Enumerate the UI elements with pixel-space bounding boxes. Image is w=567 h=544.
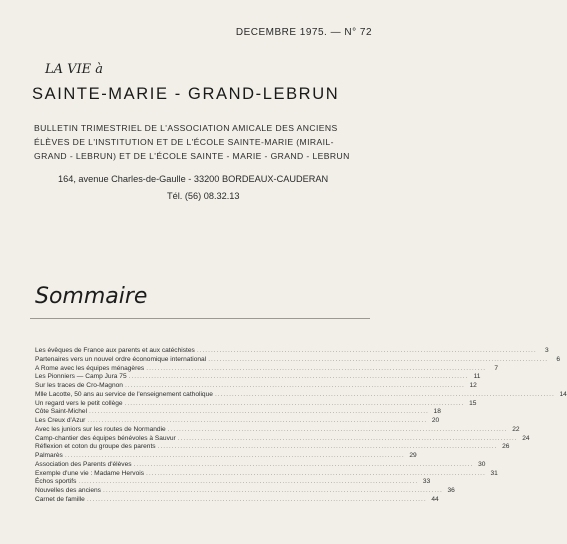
toc-leader-dots xyxy=(146,365,486,374)
toc-entry-page: 33 xyxy=(422,478,431,486)
toc-entry xyxy=(35,408,441,417)
toc-leader-dots xyxy=(158,443,498,452)
toc-entry-title: Mlle Lacotte, 50 ans au service de l'enseignement catholique xyxy=(35,390,213,398)
toc-leader-dots xyxy=(87,496,427,505)
toc-leader-dots xyxy=(197,347,537,356)
toc-leader-dots xyxy=(178,435,518,444)
toc-leader-dots xyxy=(125,382,465,391)
toc-entry xyxy=(35,417,440,426)
toc-entry xyxy=(35,364,499,374)
toc-entry-title: Camp-chantier des équipes bénévoles à Sauvur xyxy=(35,434,176,442)
masthead-la-vie: LA VIE à xyxy=(45,62,104,77)
toc-leader-dots xyxy=(87,417,427,426)
toc-entry xyxy=(35,425,520,435)
toc-leader-dots xyxy=(168,426,508,435)
toc-entry-page: 20 xyxy=(431,417,440,424)
toc-entry-page: 26 xyxy=(502,443,510,451)
masthead-title: SAINTE-MARIE - GRAND-LEBRUN xyxy=(32,85,340,103)
toc-entry xyxy=(35,355,561,365)
toc-entry-page: 44 xyxy=(431,495,439,503)
toc-leader-dots xyxy=(65,452,405,461)
toc-entry-title: Nouvelles des anciens xyxy=(35,487,101,494)
toc-entry-title: Côte Saint-Michel xyxy=(35,408,88,416)
toc-leader-dots xyxy=(78,478,418,487)
table-of-contents xyxy=(35,347,567,505)
sommaire-heading: Sommaire xyxy=(35,284,148,309)
phone-number: Tél. (56) 08.32.13 xyxy=(167,191,240,201)
toc-entry-page: 31 xyxy=(490,469,498,477)
toc-entry-title: Exemple d'une vie : Madame Hervois xyxy=(35,469,145,477)
toc-leader-dots xyxy=(215,391,555,400)
toc-entry xyxy=(35,347,549,356)
issue-date-number: DECEMBRE 1975. — N° 72 xyxy=(235,27,372,38)
toc-entry-page: 3 xyxy=(544,347,549,354)
toc-entry-title: Un regard vers le petit collège xyxy=(35,399,123,407)
description-line: ÉLÈVES DE L'INSTITUTION ET DE L'ÉCOLE SAINTE-MARIE (MIRAIL- xyxy=(34,137,334,147)
toc-leader-dots xyxy=(129,373,469,382)
toc-leader-dots xyxy=(146,470,486,479)
toc-entry-page: 29 xyxy=(409,452,417,459)
toc-entry-title: Les Creux d'Azur xyxy=(35,417,86,424)
toc-leader-dots xyxy=(103,487,443,496)
postal-address: 164, avenue Charles-de-Gaulle - 33200 BORDEAUX-CAUDERAN xyxy=(58,174,329,184)
toc-entry xyxy=(35,373,481,382)
toc-entry-page: 15 xyxy=(469,399,477,407)
heading-divider xyxy=(30,318,370,319)
toc-entry-page: 22 xyxy=(512,425,520,433)
toc-entry-title: Association des Parents d'élèves xyxy=(35,460,132,468)
toc-entry xyxy=(35,399,477,409)
toc-entry-page: 7 xyxy=(494,364,499,372)
toc-entry xyxy=(35,469,498,479)
toc-leader-dots xyxy=(89,408,429,417)
toc-entry-title: Partenaires vers un nouvel ordre économique international xyxy=(35,355,207,363)
toc-entry xyxy=(35,495,439,505)
toc-entry xyxy=(35,390,567,400)
toc-entry-title: Sur les traces de Cro-Magnon xyxy=(35,382,123,389)
toc-entry-title: Palmarès xyxy=(35,452,63,459)
description-line: GRAND - LEBRUN) ET DE L'ÉCOLE SAINTE - MARIE - GRAND - LEBRUN xyxy=(34,151,350,161)
toc-entry xyxy=(35,452,417,461)
toc-entry-title: Échos sportifs xyxy=(35,478,77,486)
toc-entry-page: 6 xyxy=(556,355,561,363)
bulletin-description xyxy=(34,121,374,163)
toc-leader-dots xyxy=(134,461,474,470)
toc-entry xyxy=(35,460,486,470)
description-line: BULLETIN TRIMESTRIEL DE L'ASSOCIATION AMICALE DES ANCIENS xyxy=(34,123,338,133)
toc-entry-page: 18 xyxy=(433,408,441,416)
toc-entry-title: A Rome avec les équipes ménagères xyxy=(35,364,145,372)
toc-entry-page: 24 xyxy=(522,434,530,442)
toc-entry-page: 12 xyxy=(469,382,477,389)
toc-entry xyxy=(35,434,530,444)
toc-entry-page: 30 xyxy=(478,460,486,468)
toc-entry-page: 14 xyxy=(559,390,567,398)
toc-entry-page: 11 xyxy=(473,373,481,381)
toc-entry xyxy=(35,478,431,487)
toc-entry-title: Carnet de famille xyxy=(35,495,85,503)
toc-entry-title: Avec les juniors sur les routes de Normandie xyxy=(35,425,166,433)
toc-entry-title: Les évêques de France aux parents et aux catéchistes xyxy=(35,347,195,354)
toc-leader-dots xyxy=(125,400,465,409)
toc-entry xyxy=(35,382,477,391)
toc-entry xyxy=(35,443,510,452)
toc-entry-title: Les Pionniers — Camp Jura 75 xyxy=(35,373,127,381)
toc-leader-dots xyxy=(208,356,548,365)
toc-entry xyxy=(35,487,455,496)
toc-entry-title: Réflexion et coton du groupe des parents xyxy=(35,443,156,451)
toc-entry-page: 36 xyxy=(447,487,455,494)
